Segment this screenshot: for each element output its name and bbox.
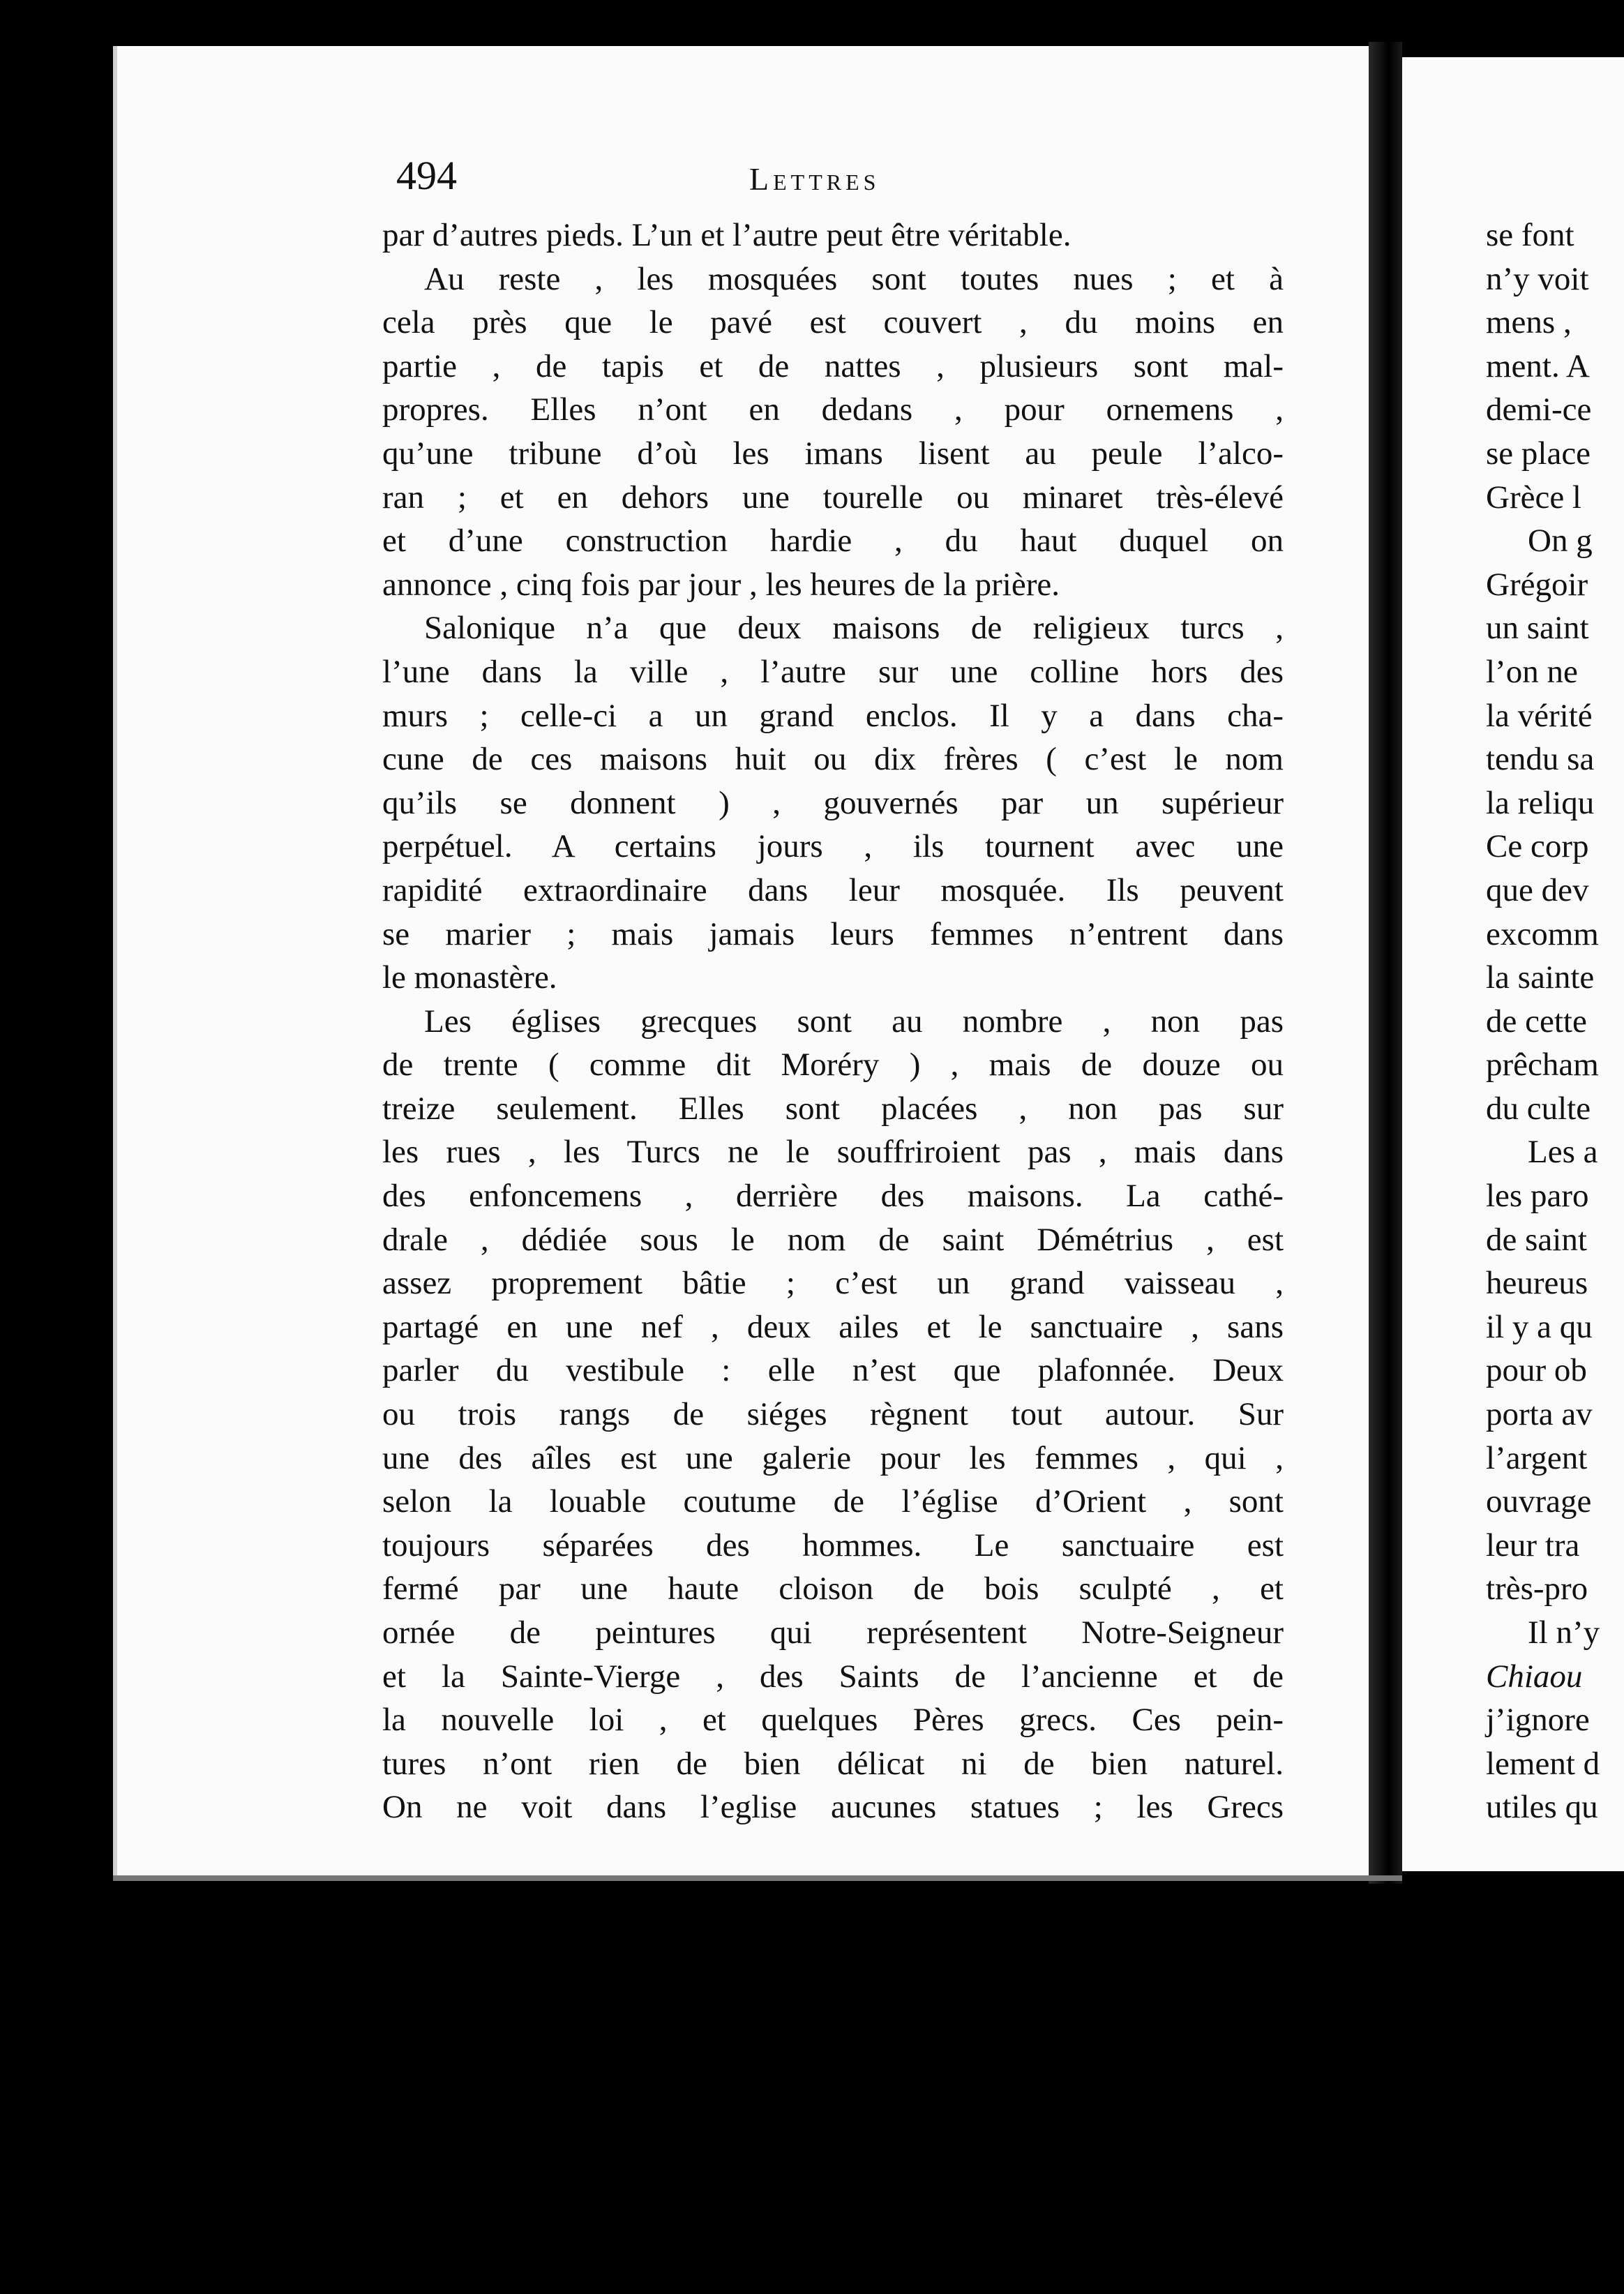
text-line: fermé par une haute cloison de bois sculpté , et bbox=[382, 1570, 1284, 1607]
text-line: ran ; et en dehors une tourelle ou minaret très-élevé bbox=[382, 479, 1284, 516]
text-line: Les églises grecques sont au nombre , non pas bbox=[424, 1003, 1284, 1040]
text-line: annonce , cinq fois par jour , les heures de la prière. bbox=[382, 566, 1060, 603]
text-line: cune de ces maisons huit ou dix frères ( c’est le nom bbox=[382, 741, 1284, 778]
text-line-right: leur tra bbox=[1486, 1527, 1580, 1564]
text-line-right: On g bbox=[1528, 523, 1593, 560]
text-line-right: j’ignore bbox=[1486, 1702, 1590, 1739]
text-line: par d’autres pieds. L’un et l’autre peut être véritable. bbox=[382, 217, 1072, 253]
text-line-right: Chiaou bbox=[1486, 1658, 1583, 1695]
text-line-right: la sainte bbox=[1486, 959, 1595, 996]
text-line-right: la vérité bbox=[1486, 697, 1593, 734]
text-line: la nouvelle loi , et quelques Pères grecs. Ces pein- bbox=[382, 1702, 1284, 1739]
text-line: ou trois rangs de siéges règnent tout autour. Sur bbox=[382, 1396, 1284, 1433]
text-line-right: porta av bbox=[1486, 1396, 1593, 1433]
text-line: drale , dédiée sous le nom de saint Démétrius , est bbox=[382, 1221, 1284, 1258]
text-line: Salonique n’a que deux maisons de religieux turcs , bbox=[424, 610, 1284, 647]
text-line: qu’ils se donnent ) , gouvernés par un supérieur bbox=[382, 784, 1284, 821]
text-line-right: l’argent bbox=[1486, 1439, 1588, 1476]
text-line: partie , de tapis et de nattes , plusieurs sont mal- bbox=[382, 347, 1284, 384]
text-line: une des aîles est une galerie pour les femmes , qui , bbox=[382, 1439, 1284, 1476]
text-line: selon la louable coutume de l’église d’Orient , sont bbox=[382, 1483, 1284, 1520]
page-number: 494 bbox=[396, 153, 457, 198]
text-line-right: Grégoir bbox=[1486, 566, 1588, 603]
left-page-body-text bbox=[382, 213, 1284, 1829]
text-line: se marier ; mais jamais leurs femmes n’entrent dans bbox=[382, 915, 1284, 952]
text-line-right: très-pro bbox=[1486, 1570, 1588, 1607]
text-line-right: prêcham bbox=[1486, 1047, 1599, 1084]
text-line: murs ; celle-ci a un grand enclos. Il y a dans cha- bbox=[382, 697, 1284, 734]
text-line: partagé en une nef , deux ailes et le sanctuaire , sans bbox=[382, 1308, 1284, 1345]
text-line-right: se font bbox=[1486, 217, 1574, 253]
text-line: et d’une construction hardie , du haut duquel on bbox=[382, 523, 1284, 560]
text-line-right: ment. A bbox=[1486, 347, 1590, 384]
text-line-right: l’on ne bbox=[1486, 653, 1578, 690]
text-line-right: demi-ce bbox=[1486, 391, 1592, 428]
text-line-right: excomm bbox=[1486, 915, 1599, 952]
text-line: le monastère. bbox=[382, 959, 557, 996]
text-line: cela près que le pavé est couvert , du moins en bbox=[382, 304, 1284, 341]
page-edge-shadow bbox=[113, 1875, 1402, 1881]
text-line-right: Ce corp bbox=[1486, 828, 1589, 865]
text-line: Au reste , les mosquées sont toutes nues ; et à bbox=[424, 260, 1284, 297]
text-line: et la Sainte-Vierge , des Saints de l’ancienne et de bbox=[382, 1658, 1284, 1695]
text-line: treize seulement. Elles sont placées , non pas sur bbox=[382, 1090, 1284, 1127]
text-line-right: lement d bbox=[1486, 1745, 1600, 1782]
text-line: On ne voit dans l’eglise aucunes statues ; les Grecs bbox=[382, 1789, 1284, 1826]
text-line-right: de cette bbox=[1486, 1003, 1587, 1040]
text-line: qu’une tribune d’où les imans lisent au peule l’alco- bbox=[382, 435, 1284, 472]
text-line-right: n’y voit bbox=[1486, 260, 1589, 297]
text-line: propres. Elles n’ont en dedans , pour ornemens , bbox=[382, 391, 1284, 428]
text-line-right: un saint bbox=[1486, 610, 1589, 647]
right-page-body-text bbox=[1486, 213, 1600, 1829]
text-line-right: Grèce l bbox=[1486, 479, 1581, 516]
text-line: tures n’ont rien de bien délicat ni de bien naturel. bbox=[382, 1745, 1284, 1782]
text-line-right: heureus bbox=[1486, 1265, 1588, 1302]
text-line: toujours séparées des hommes. Le sanctuaire est bbox=[382, 1527, 1284, 1564]
text-line: de trente ( comme dit Moréry ) , mais de douze ou bbox=[382, 1047, 1284, 1084]
text-line: perpétuel. A certains jours , ils tournent avec une bbox=[382, 828, 1284, 865]
running-head bbox=[396, 152, 1277, 201]
text-line-right: pour ob bbox=[1486, 1352, 1587, 1389]
text-line-right: mens , bbox=[1486, 304, 1572, 341]
text-line-right: se place bbox=[1486, 435, 1591, 472]
text-line-right: du culte bbox=[1486, 1090, 1591, 1127]
book-gutter bbox=[1369, 42, 1402, 1884]
text-line-right: la reliqu bbox=[1486, 784, 1595, 821]
text-line: parler du vestibule : elle n’est que plafonnée. Deux bbox=[382, 1352, 1284, 1389]
text-line-right: ouvrage bbox=[1486, 1483, 1592, 1520]
text-line-right: il y a qu bbox=[1486, 1308, 1593, 1345]
text-line-right: utiles qu bbox=[1486, 1789, 1598, 1826]
text-line-right: Il n’y bbox=[1528, 1614, 1600, 1651]
text-line: les rues , les Turcs ne le souffriroient pas , mais dans bbox=[382, 1134, 1284, 1171]
text-line: rapidité extraordinaire dans leur mosquée. Ils peuvent bbox=[382, 871, 1284, 908]
text-line-right: que dev bbox=[1486, 871, 1589, 908]
running-head-title: Lettres bbox=[749, 161, 880, 197]
text-line-right: de saint bbox=[1486, 1221, 1587, 1258]
text-line-right: tendu sa bbox=[1486, 741, 1595, 778]
text-line: l’une dans la ville , l’autre sur une colline hors des bbox=[382, 653, 1284, 690]
text-line: assez proprement bâtie ; c’est un grand vaisseau , bbox=[382, 1265, 1284, 1302]
text-line: des enfoncemens , derrière des maisons. La cathé- bbox=[382, 1178, 1284, 1215]
text-line: ornée de peintures qui représentent Notre-Seigneur bbox=[382, 1614, 1284, 1651]
text-line-right: les paro bbox=[1486, 1178, 1589, 1215]
text-line-right: Les a bbox=[1528, 1134, 1598, 1171]
